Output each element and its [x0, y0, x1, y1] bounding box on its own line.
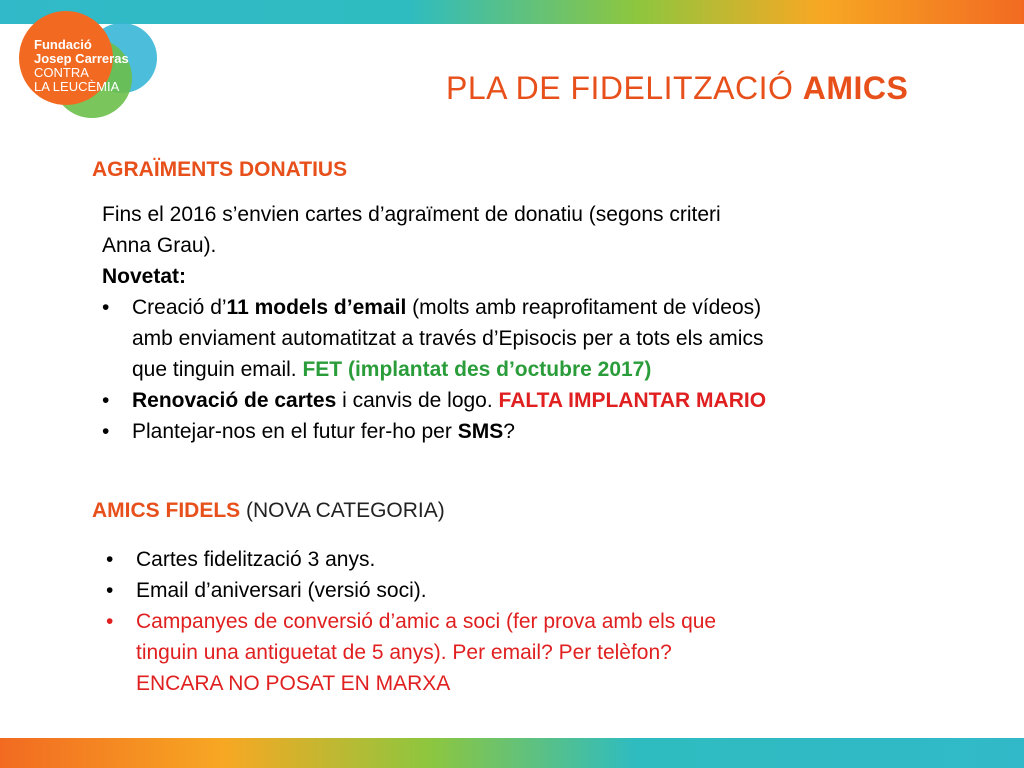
- list-item-continuation: [102, 323, 766, 354]
- intro-line-2: Anna Grau).: [102, 234, 217, 257]
- logo-line-1: Fundació: [34, 37, 92, 52]
- list-item: [102, 385, 766, 416]
- b3-bold: SMS: [457, 420, 504, 443]
- b1-bold: 11 models d’email: [226, 296, 407, 319]
- list-item: [106, 575, 716, 606]
- section1-body: [102, 199, 766, 447]
- list-item-continuation: [102, 354, 766, 385]
- list-item: [102, 292, 766, 323]
- section2-body: [106, 544, 716, 699]
- logo-line-3: CONTRA: [34, 65, 89, 80]
- b1-status-green: FET (implantat des d’octubre 2017): [302, 358, 652, 381]
- list-item: [106, 544, 716, 575]
- title-strong: AMICS: [802, 70, 909, 106]
- logo-line-4: LA LEUCÈMIA: [34, 79, 120, 94]
- list-item: [102, 416, 766, 447]
- logo-line-2: Josep Carreras: [34, 51, 129, 66]
- s2-b3-line3: ENCARA NO POSAT EN MARXA: [136, 672, 451, 695]
- logo: [14, 10, 164, 122]
- section2-heading: [92, 499, 445, 523]
- bullet-icon: •: [106, 579, 114, 602]
- s2-b3-line2: tinguin una antiguetat de 5 anys). Per email? Per telèfon?: [136, 641, 672, 664]
- b1-line3: que tinguin email.: [132, 358, 303, 381]
- page-title: [446, 70, 908, 107]
- b2-post: i canvis de logo.: [336, 389, 499, 412]
- s2-b2: Email d’aniversari (versió soci).: [136, 579, 427, 602]
- b2-status-red: FALTA IMPLANTAR MARIO: [498, 389, 767, 412]
- logo-text: [34, 38, 129, 94]
- section2-heading-suffix: (NOVA CATEGORIA): [240, 499, 445, 522]
- title-prefix: PLA DE FIDELITZACIÓ: [446, 70, 794, 106]
- s2-b1: Cartes fidelització 3 anys.: [136, 548, 376, 571]
- bullet-icon: •: [102, 296, 110, 319]
- b3-post: ?: [503, 420, 515, 443]
- s2-b3-line1: Campanyes de conversió d’amic a soci (fer prova amb els que: [136, 610, 717, 633]
- list-item-continuation: [106, 668, 716, 699]
- b2-bold: Renovació de cartes: [132, 389, 337, 412]
- bullet-icon: •: [102, 389, 110, 412]
- section2-heading-main: AMICS FIDELS: [92, 499, 241, 522]
- bullet-icon: •: [106, 610, 114, 633]
- b1-pre: Creació d’: [132, 296, 227, 319]
- list-item: [106, 606, 716, 637]
- b3-pre: Plantejar-nos en el futur fer-ho per: [132, 420, 458, 443]
- list-item-continuation: [106, 637, 716, 668]
- b1-post: (molts amb reaprofitament de vídeos): [406, 296, 762, 319]
- section1-heading: AGRAÏMENTS DONATIUS: [92, 158, 348, 181]
- bullet-icon: •: [102, 420, 110, 443]
- bottom-color-band: [0, 738, 1024, 768]
- intro-line-1: Fins el 2016 s’envien cartes d’agraïment de donatiu (segons criteri: [102, 203, 721, 226]
- novetat-label: Novetat:: [102, 265, 187, 288]
- bullet-icon: •: [106, 548, 114, 571]
- b1-line2: amb enviament automatitzat a través d’Episocis per a tots els amics: [132, 327, 764, 350]
